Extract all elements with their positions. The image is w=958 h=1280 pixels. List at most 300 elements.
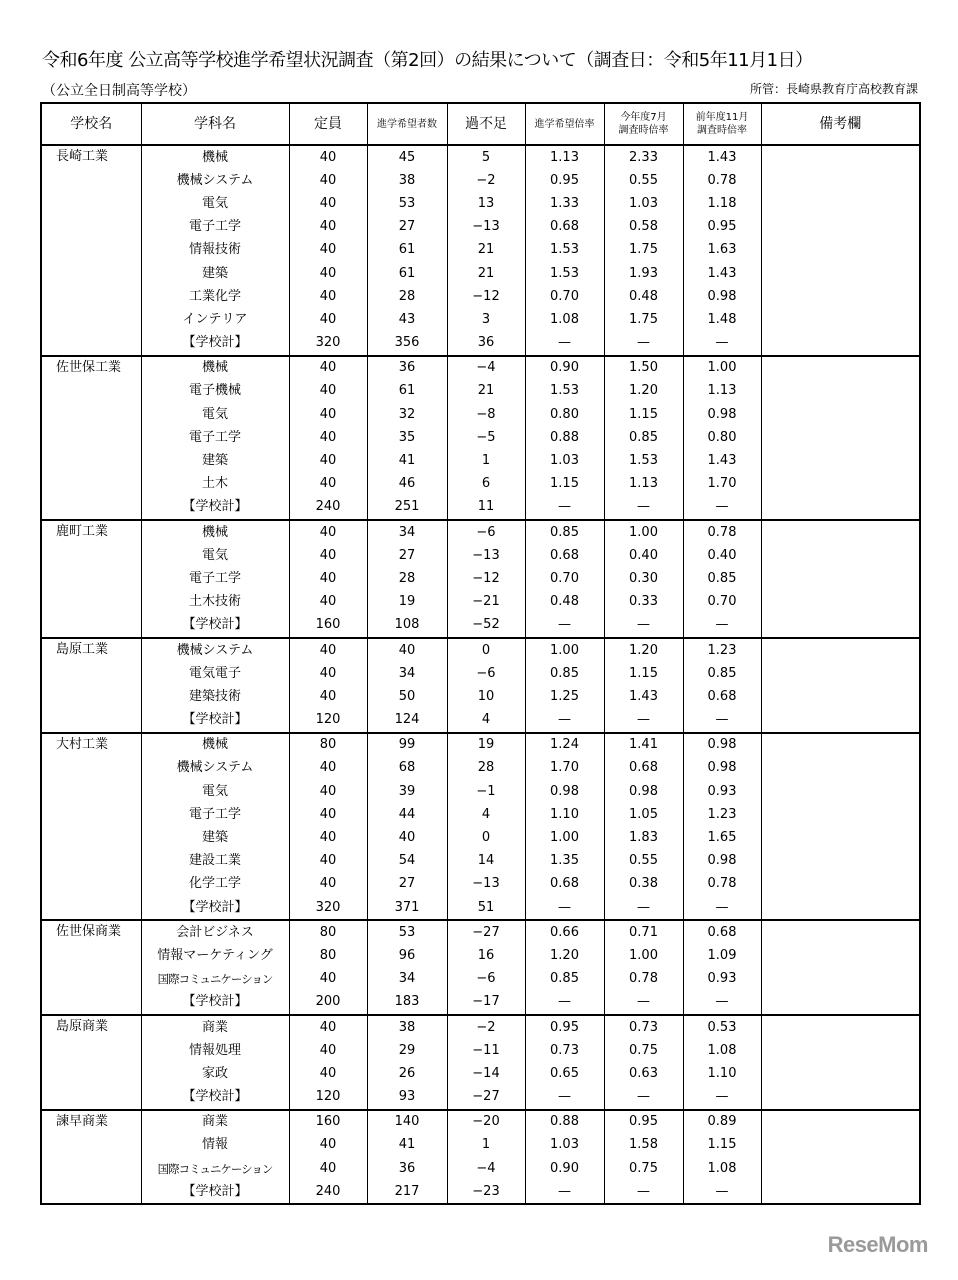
capacity-cell: 80: [289, 920, 367, 944]
table-row: [41, 520, 920, 544]
july-ratio-cell: —: [604, 1086, 683, 1110]
applicants-cell: 93: [367, 1086, 447, 1110]
july-ratio-cell: 1.93: [604, 262, 683, 285]
july-ratio-cell: 0.48: [604, 285, 683, 308]
remarks-cell: [761, 685, 920, 708]
july-ratio-cell: 1.20: [604, 638, 683, 662]
applicants-cell: 61: [367, 239, 447, 262]
capacity-cell: 40: [289, 239, 367, 262]
last-year-ratio-cell: 1.08: [683, 1157, 761, 1180]
remarks-cell: [761, 944, 920, 967]
department-cell: 電気: [141, 780, 289, 803]
department-cell: 建築技術: [141, 685, 289, 708]
last-year-ratio-cell: 0.78: [683, 169, 761, 192]
applicants-cell: 44: [367, 803, 447, 826]
capacity-cell: 160: [289, 1110, 367, 1134]
ratio-cell: 1.24: [525, 733, 604, 757]
applicants-cell: 38: [367, 1015, 447, 1039]
table-row: [41, 920, 920, 944]
july-ratio-cell: 1.15: [604, 403, 683, 426]
capacity-cell: 40: [289, 169, 367, 192]
july-ratio-cell: 1.00: [604, 520, 683, 544]
capacity-cell: 40: [289, 1062, 367, 1085]
school-name-cell: 佐世保商業: [41, 920, 141, 1015]
remarks-cell: [761, 968, 920, 991]
last-year-ratio-cell: 1.43: [683, 262, 761, 285]
applicants-cell: 38: [367, 169, 447, 192]
july-ratio-cell: —: [604, 1180, 683, 1204]
applicants-cell: 54: [367, 850, 447, 873]
table-row: [41, 544, 920, 567]
ratio-cell: 1.08: [525, 308, 604, 331]
july-ratio-cell: 0.58: [604, 216, 683, 239]
last-year-ratio-cell: 0.98: [683, 757, 761, 780]
school-name-cell: 島原商業: [41, 1015, 141, 1110]
table-row: [41, 473, 920, 496]
surplus-deficit-cell: −6: [447, 662, 525, 685]
applicants-cell: 41: [367, 1134, 447, 1157]
last-year-ratio-cell: 1.18: [683, 192, 761, 215]
table-row: [41, 685, 920, 708]
remarks-cell: [761, 896, 920, 920]
ratio-cell: 1.53: [525, 262, 604, 285]
july-ratio-cell: 1.13: [604, 473, 683, 496]
department-cell: 情報技術: [141, 239, 289, 262]
last-year-ratio-cell: 0.98: [683, 285, 761, 308]
last-year-ratio-cell: 1.70: [683, 473, 761, 496]
department-cell: 【学校計】: [141, 614, 289, 638]
department-cell: 機械: [141, 145, 289, 169]
july-ratio-cell: 1.41: [604, 733, 683, 757]
remarks-cell: [761, 1134, 920, 1157]
ratio-cell: 0.95: [525, 1015, 604, 1039]
department-cell: 電気: [141, 403, 289, 426]
last-year-ratio-cell: 0.70: [683, 591, 761, 614]
capacity-cell: 80: [289, 944, 367, 967]
july-ratio-cell: —: [604, 896, 683, 920]
department-cell: 電気: [141, 544, 289, 567]
table-row: [41, 803, 920, 826]
last-year-ratio-cell: —: [683, 709, 761, 733]
department-cell: 建築: [141, 826, 289, 849]
department-cell: 【学校計】: [141, 709, 289, 733]
department-cell: 建設工業: [141, 850, 289, 873]
ratio-cell: 1.10: [525, 803, 604, 826]
surplus-deficit-cell: −2: [447, 1015, 525, 1039]
capacity-cell: 40: [289, 216, 367, 239]
surplus-deficit-cell: −2: [447, 169, 525, 192]
school-name-cell: 諫早商業: [41, 1110, 141, 1205]
ratio-cell: 0.68: [525, 873, 604, 896]
last-year-ratio-cell: 0.78: [683, 873, 761, 896]
table-row: [41, 1110, 920, 1134]
remarks-cell: [761, 873, 920, 896]
table-row: [41, 850, 920, 873]
department-cell: 機械システム: [141, 169, 289, 192]
capacity-cell: 320: [289, 896, 367, 920]
july-ratio-cell: —: [604, 496, 683, 520]
surplus-deficit-cell: 1: [447, 449, 525, 472]
july-ratio-cell: 1.20: [604, 380, 683, 403]
school-name-cell: 大村工業: [41, 733, 141, 921]
department-cell: 商業: [141, 1015, 289, 1039]
department-cell: 建築: [141, 262, 289, 285]
ratio-cell: 0.85: [525, 662, 604, 685]
applicants-cell: 34: [367, 968, 447, 991]
department-cell: 機械: [141, 520, 289, 544]
ratio-cell: 0.85: [525, 520, 604, 544]
last-year-ratio-cell: 1.43: [683, 449, 761, 472]
ratio-cell: —: [525, 496, 604, 520]
july-ratio-cell: 0.40: [604, 544, 683, 567]
remarks-cell: [761, 567, 920, 590]
table-row: [41, 567, 920, 590]
ratio-cell: 1.00: [525, 638, 604, 662]
last-year-ratio-cell: 1.43: [683, 145, 761, 169]
capacity-cell: 320: [289, 332, 367, 356]
surplus-deficit-cell: 21: [447, 239, 525, 262]
applicants-cell: 183: [367, 991, 447, 1015]
ratio-cell: 1.53: [525, 239, 604, 262]
surplus-deficit-cell: −4: [447, 1157, 525, 1180]
last-year-ratio-cell: 0.98: [683, 733, 761, 757]
last-year-ratio-cell: 1.48: [683, 308, 761, 331]
surplus-deficit-cell: 4: [447, 803, 525, 826]
surplus-deficit-cell: 36: [447, 332, 525, 356]
ratio-cell: 0.68: [525, 216, 604, 239]
column-header-last-year-ratio: 前年度11月 調査時倍率: [683, 103, 761, 145]
capacity-cell: 120: [289, 709, 367, 733]
applicants-cell: 251: [367, 496, 447, 520]
table-row: [41, 145, 920, 169]
department-cell: インテリア: [141, 308, 289, 331]
ratio-cell: 0.88: [525, 426, 604, 449]
applicants-cell: 35: [367, 426, 447, 449]
july-ratio-cell: 0.95: [604, 1110, 683, 1134]
applicants-cell: 40: [367, 638, 447, 662]
applicants-cell: 61: [367, 380, 447, 403]
department-cell: 電子工学: [141, 567, 289, 590]
surplus-deficit-cell: 1: [447, 1134, 525, 1157]
applicants-cell: 45: [367, 145, 447, 169]
last-year-ratio-cell: 1.15: [683, 1134, 761, 1157]
july-ratio-cell: 1.75: [604, 239, 683, 262]
table-row: [41, 216, 920, 239]
ratio-cell: 1.25: [525, 685, 604, 708]
applicants-cell: 34: [367, 520, 447, 544]
last-year-ratio-cell: —: [683, 1180, 761, 1204]
surplus-deficit-cell: −1: [447, 780, 525, 803]
remarks-cell: [761, 991, 920, 1015]
last-year-ratio-cell: 0.95: [683, 216, 761, 239]
department-cell: 情報: [141, 1134, 289, 1157]
column-header-applicants: 進学希望者数: [367, 103, 447, 145]
remarks-cell: [761, 591, 920, 614]
applicants-cell: 27: [367, 544, 447, 567]
ratio-cell: —: [525, 896, 604, 920]
july-ratio-cell: 2.33: [604, 145, 683, 169]
july-ratio-cell: 0.75: [604, 1039, 683, 1062]
july-ratio-cell: 1.15: [604, 662, 683, 685]
ratio-cell: —: [525, 709, 604, 733]
table-row: [41, 1157, 920, 1180]
capacity-cell: 40: [289, 192, 367, 215]
last-year-ratio-cell: —: [683, 614, 761, 638]
department-cell: 電子機械: [141, 380, 289, 403]
ratio-cell: 1.20: [525, 944, 604, 967]
last-year-ratio-cell: 0.78: [683, 520, 761, 544]
department-cell: 電気: [141, 192, 289, 215]
surplus-deficit-cell: 11: [447, 496, 525, 520]
surplus-deficit-cell: −8: [447, 403, 525, 426]
applicants-cell: 217: [367, 1180, 447, 1204]
column-header-surplus-deficit: 過不足: [447, 103, 525, 145]
july-ratio-cell: —: [604, 991, 683, 1015]
surplus-deficit-cell: 16: [447, 944, 525, 967]
table-row: [41, 449, 920, 472]
ratio-cell: 0.70: [525, 285, 604, 308]
remarks-cell: [761, 662, 920, 685]
surplus-deficit-cell: −12: [447, 285, 525, 308]
applicants-cell: 28: [367, 567, 447, 590]
applicants-cell: 356: [367, 332, 447, 356]
july-ratio-cell: 1.75: [604, 308, 683, 331]
last-year-ratio-cell: —: [683, 896, 761, 920]
column-header-july-ratio: 今年度7月 調査時倍率: [604, 103, 683, 145]
july-ratio-cell: 1.50: [604, 356, 683, 380]
table-body: [41, 145, 920, 1204]
remarks-cell: [761, 380, 920, 403]
surplus-deficit-cell: 19: [447, 733, 525, 757]
applicants-cell: 96: [367, 944, 447, 967]
capacity-cell: 40: [289, 308, 367, 331]
surplus-deficit-cell: −11: [447, 1039, 525, 1062]
last-year-ratio-cell: 0.93: [683, 968, 761, 991]
applicants-cell: 108: [367, 614, 447, 638]
ratio-cell: 1.70: [525, 757, 604, 780]
applicants-cell: 46: [367, 473, 447, 496]
ratio-cell: 0.68: [525, 544, 604, 567]
surplus-deficit-cell: 0: [447, 638, 525, 662]
table-row: [41, 662, 920, 685]
remarks-cell: [761, 709, 920, 733]
remarks-cell: [761, 803, 920, 826]
last-year-ratio-cell: 0.89: [683, 1110, 761, 1134]
table-row: [41, 873, 920, 896]
capacity-cell: 40: [289, 591, 367, 614]
school-total-row: [41, 332, 920, 356]
july-ratio-cell: 1.03: [604, 192, 683, 215]
capacity-cell: 40: [289, 449, 367, 472]
july-ratio-cell: 0.85: [604, 426, 683, 449]
last-year-ratio-cell: 0.40: [683, 544, 761, 567]
table-row: [41, 780, 920, 803]
capacity-cell: 40: [289, 780, 367, 803]
capacity-cell: 40: [289, 403, 367, 426]
surplus-deficit-cell: 51: [447, 896, 525, 920]
remarks-cell: [761, 169, 920, 192]
capacity-cell: 40: [289, 685, 367, 708]
applicants-cell: 34: [367, 662, 447, 685]
last-year-ratio-cell: 0.85: [683, 662, 761, 685]
department-cell: 化学工学: [141, 873, 289, 896]
remarks-cell: [761, 1110, 920, 1134]
remarks-cell: [761, 403, 920, 426]
remarks-cell: [761, 1157, 920, 1180]
surplus-deficit-cell: −5: [447, 426, 525, 449]
july-ratio-cell: 1.43: [604, 685, 683, 708]
department-cell: 商業: [141, 1110, 289, 1134]
remarks-cell: [761, 145, 920, 169]
remarks-cell: [761, 638, 920, 662]
ratio-cell: 0.88: [525, 1110, 604, 1134]
remarks-cell: [761, 192, 920, 215]
department-cell: 国際コミュニケーション: [141, 968, 289, 991]
applicants-cell: 43: [367, 308, 447, 331]
table-row: [41, 356, 920, 380]
ratio-cell: 0.73: [525, 1039, 604, 1062]
surplus-deficit-cell: −20: [447, 1110, 525, 1134]
last-year-ratio-cell: 0.93: [683, 780, 761, 803]
surplus-deficit-cell: −17: [447, 991, 525, 1015]
surplus-deficit-cell: 3: [447, 308, 525, 331]
july-ratio-cell: 0.68: [604, 757, 683, 780]
capacity-cell: 40: [289, 873, 367, 896]
applicants-cell: 32: [367, 403, 447, 426]
july-ratio-cell: 0.30: [604, 567, 683, 590]
july-ratio-cell: —: [604, 332, 683, 356]
remarks-cell: [761, 308, 920, 331]
surplus-deficit-cell: 0: [447, 826, 525, 849]
table-header-row: [41, 103, 920, 145]
surplus-deficit-cell: −12: [447, 567, 525, 590]
capacity-cell: 40: [289, 638, 367, 662]
ratio-cell: 1.03: [525, 1134, 604, 1157]
ratio-cell: —: [525, 614, 604, 638]
surplus-deficit-cell: −4: [447, 356, 525, 380]
department-cell: 電気電子: [141, 662, 289, 685]
column-header-remarks: 備考欄: [761, 103, 920, 145]
last-year-ratio-cell: 1.23: [683, 638, 761, 662]
ratio-cell: 0.48: [525, 591, 604, 614]
ratio-cell: 1.33: [525, 192, 604, 215]
surplus-deficit-cell: 10: [447, 685, 525, 708]
survey-table: [40, 102, 921, 1205]
remarks-cell: [761, 1086, 920, 1110]
surplus-deficit-cell: −6: [447, 968, 525, 991]
remarks-cell: [761, 332, 920, 356]
capacity-cell: 200: [289, 991, 367, 1015]
ratio-cell: 1.53: [525, 380, 604, 403]
surplus-deficit-cell: 6: [447, 473, 525, 496]
capacity-cell: 80: [289, 733, 367, 757]
table-row: [41, 733, 920, 757]
ratio-cell: 1.13: [525, 145, 604, 169]
ratio-cell: 1.15: [525, 473, 604, 496]
table-row: [41, 1039, 920, 1062]
ratio-cell: 1.00: [525, 826, 604, 849]
july-ratio-cell: 1.05: [604, 803, 683, 826]
remarks-cell: [761, 850, 920, 873]
applicants-cell: 19: [367, 591, 447, 614]
remarks-cell: [761, 733, 920, 757]
surplus-deficit-cell: 5: [447, 145, 525, 169]
last-year-ratio-cell: 0.98: [683, 403, 761, 426]
department-cell: 【学校計】: [141, 991, 289, 1015]
school-total-row: [41, 1086, 920, 1110]
applicants-cell: 68: [367, 757, 447, 780]
school-total-row: [41, 991, 920, 1015]
remarks-cell: [761, 826, 920, 849]
table-row: [41, 757, 920, 780]
department-label: 所管：長崎県教育庁高校教育課: [749, 82, 918, 96]
july-ratio-cell: 0.71: [604, 920, 683, 944]
surplus-deficit-cell: −23: [447, 1180, 525, 1204]
ratio-cell: —: [525, 1180, 604, 1204]
last-year-ratio-cell: —: [683, 496, 761, 520]
remarks-cell: [761, 1039, 920, 1062]
ratio-cell: —: [525, 1086, 604, 1110]
ratio-cell: 0.90: [525, 356, 604, 380]
capacity-cell: 40: [289, 145, 367, 169]
capacity-cell: 40: [289, 1015, 367, 1039]
school-total-row: [41, 614, 920, 638]
remarks-cell: [761, 285, 920, 308]
ratio-cell: 0.95: [525, 169, 604, 192]
july-ratio-cell: —: [604, 709, 683, 733]
capacity-cell: 40: [289, 520, 367, 544]
capacity-cell: 40: [289, 567, 367, 590]
department-cell: 電子工学: [141, 426, 289, 449]
capacity-cell: 40: [289, 426, 367, 449]
last-year-ratio-cell: 0.53: [683, 1015, 761, 1039]
last-year-ratio-cell: 0.85: [683, 567, 761, 590]
capacity-cell: 120: [289, 1086, 367, 1110]
capacity-cell: 40: [289, 968, 367, 991]
remarks-cell: [761, 520, 920, 544]
july-ratio-cell: 0.33: [604, 591, 683, 614]
ratio-cell: 0.70: [525, 567, 604, 590]
department-cell: 電子工学: [141, 803, 289, 826]
applicants-cell: 27: [367, 873, 447, 896]
july-ratio-cell: 0.78: [604, 968, 683, 991]
table-row: [41, 1134, 920, 1157]
last-year-ratio-cell: —: [683, 1086, 761, 1110]
july-ratio-cell: —: [604, 614, 683, 638]
july-ratio-cell: 1.53: [604, 449, 683, 472]
table-row: [41, 262, 920, 285]
department-cell: 【学校計】: [141, 896, 289, 920]
remarks-cell: [761, 262, 920, 285]
applicants-cell: 36: [367, 1157, 447, 1180]
surplus-deficit-cell: 14: [447, 850, 525, 873]
surplus-deficit-cell: 21: [447, 262, 525, 285]
july-ratio-cell: 1.83: [604, 826, 683, 849]
department-cell: 情報マーケティング: [141, 944, 289, 967]
surplus-deficit-cell: −21: [447, 591, 525, 614]
capacity-cell: 40: [289, 380, 367, 403]
july-ratio-cell: 1.58: [604, 1134, 683, 1157]
document-subtitle: （公立全日制高等学校）: [42, 83, 196, 99]
july-ratio-cell: 0.73: [604, 1015, 683, 1039]
ratio-cell: 0.80: [525, 403, 604, 426]
capacity-cell: 40: [289, 662, 367, 685]
applicants-cell: 99: [367, 733, 447, 757]
table-row: [41, 1062, 920, 1085]
remarks-cell: [761, 544, 920, 567]
table-row: [41, 591, 920, 614]
last-year-ratio-cell: —: [683, 991, 761, 1015]
